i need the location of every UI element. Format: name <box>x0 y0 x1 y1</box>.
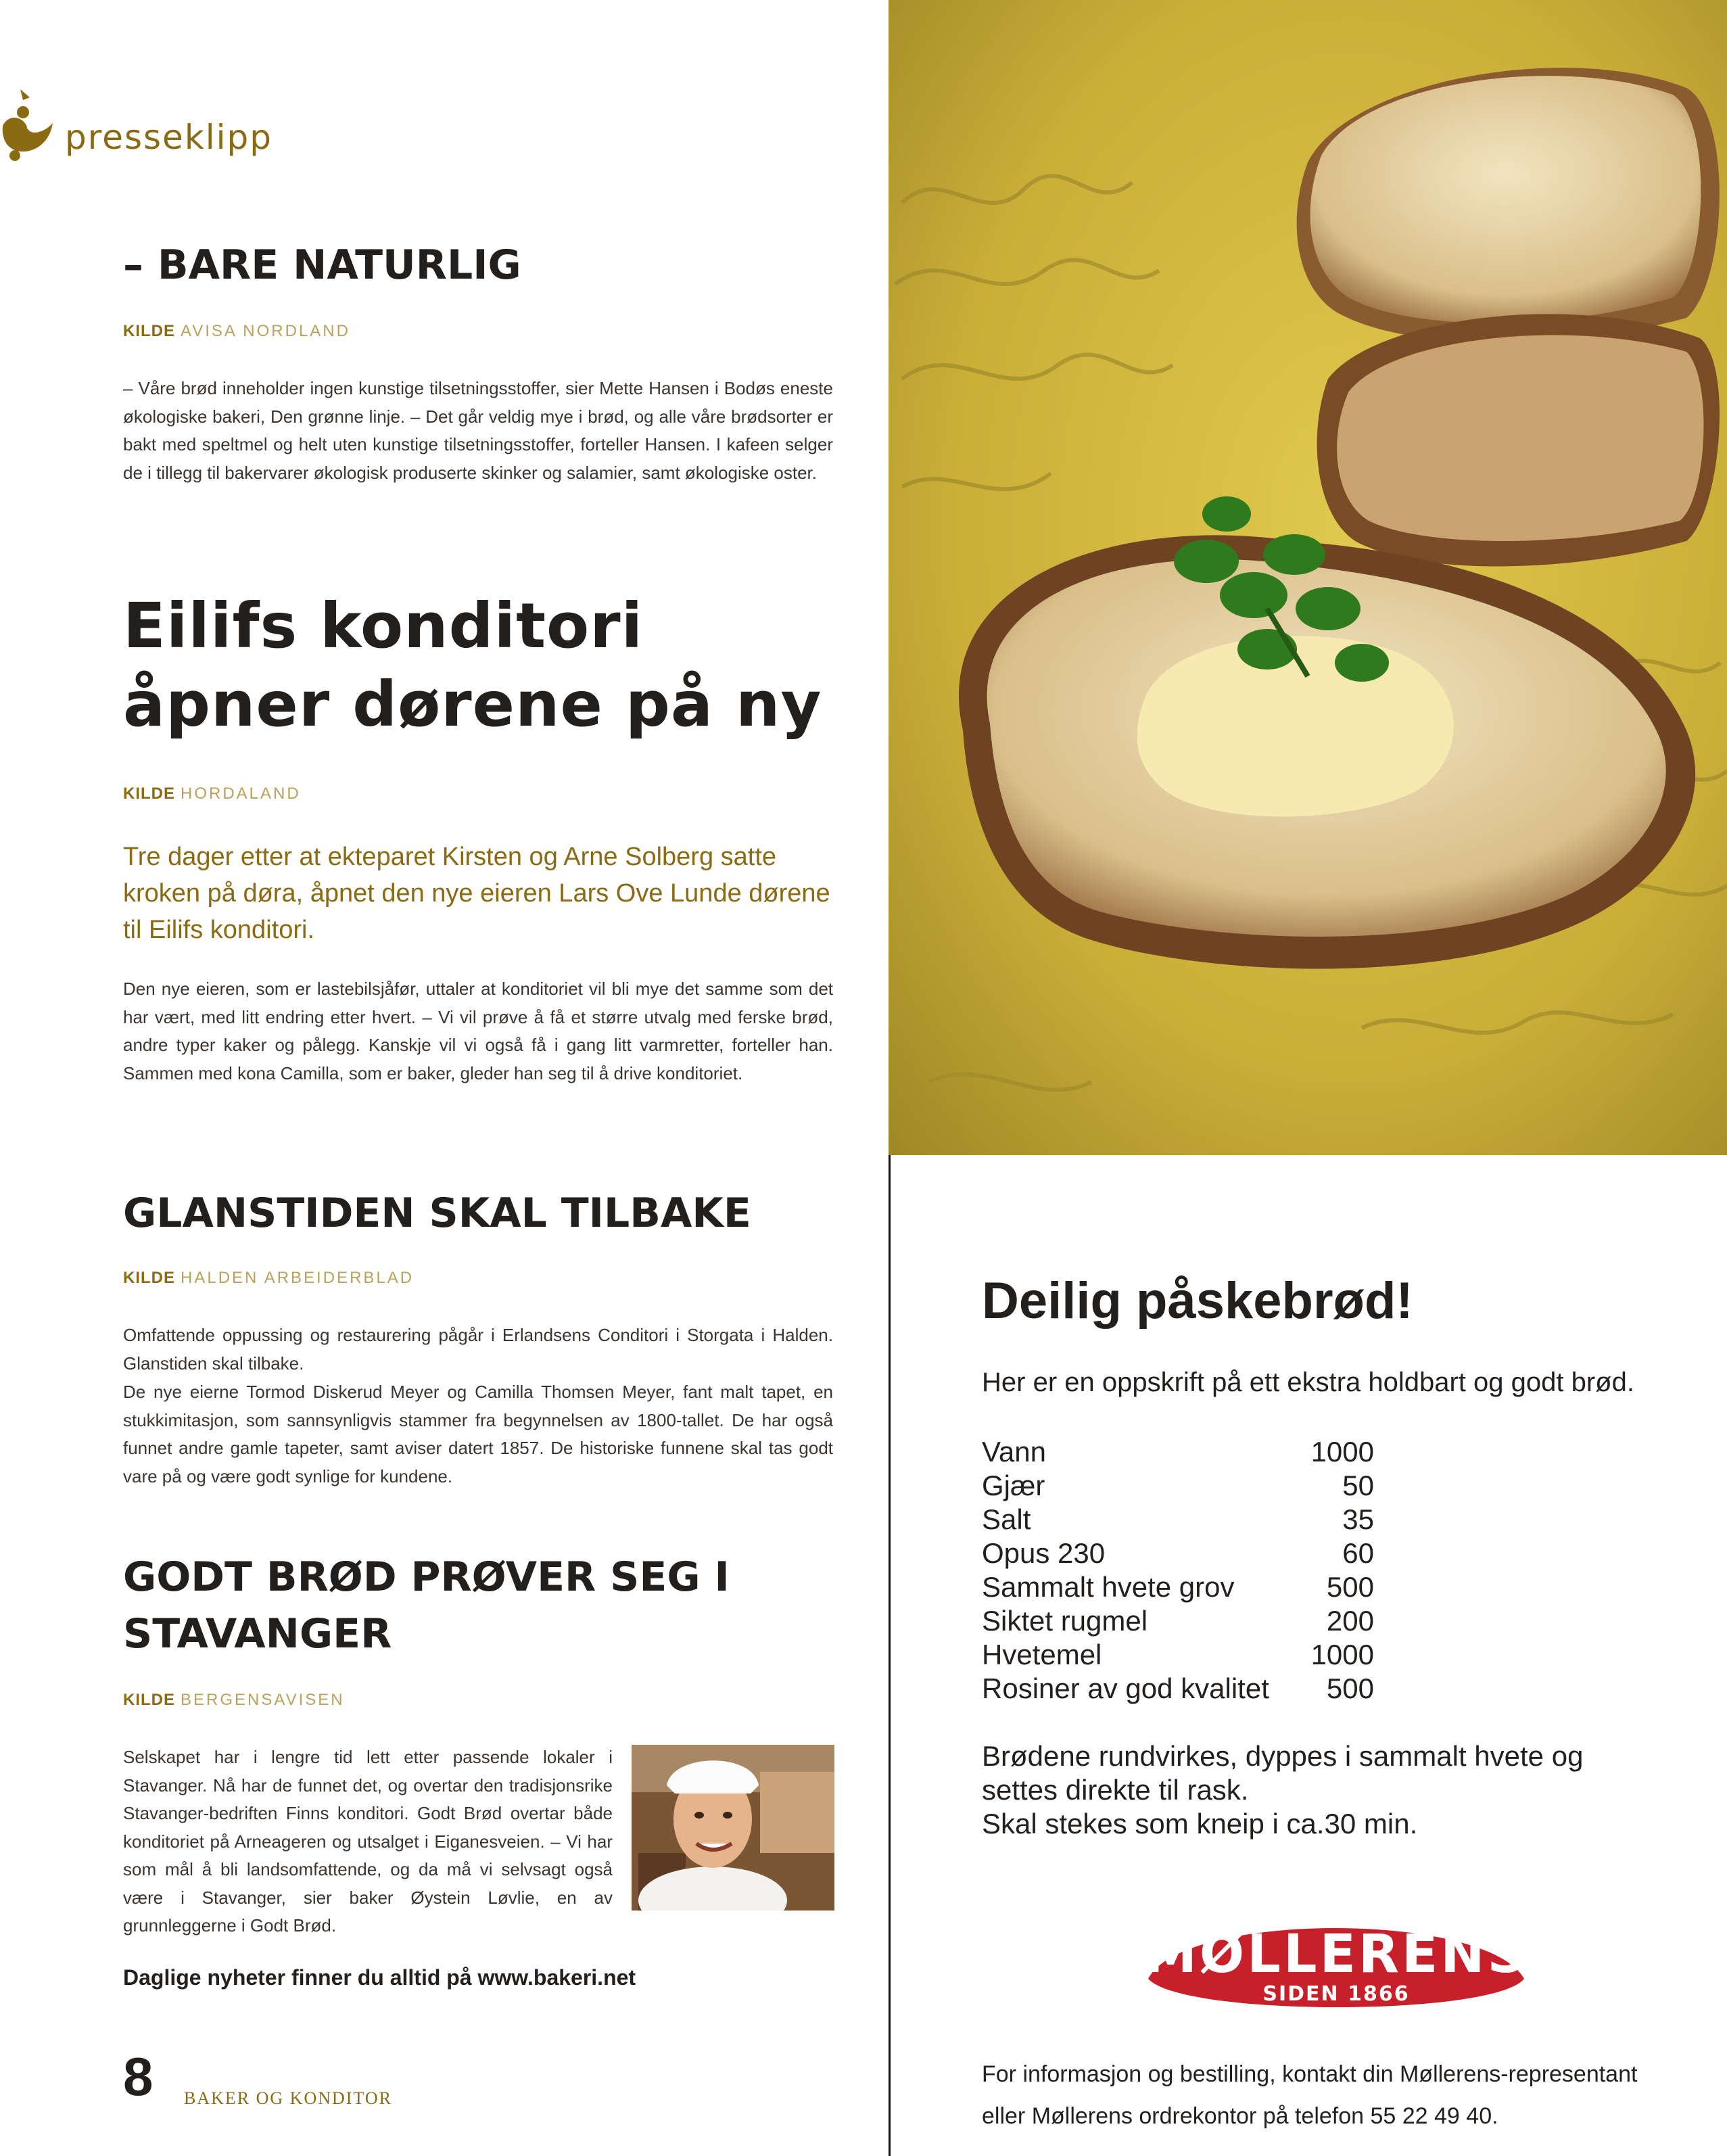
article-3-title: GLANSTIDEN SKAL TILBAKE <box>123 1190 751 1237</box>
section-brand <box>0 81 352 176</box>
article-2-body: Den nye eieren, som er lastebilsjåfør, uttaler at konditoriet vil bli mye det samme som det har vært, med litt endring etter hvert. – Vi vil prøve å få et større utvalg med ferske brød, andre typer kaker og pålegg. Kanskje vil vi også få i gang litt varmretter, forteller han. Sammen med kona Camilla, som er baker, gleder han seg til å drive konditoriet. <box>123 979 833 1083</box>
recipe-step-1: Brødene rundvirkes, dyppes i sammalt hvete og <box>982 1740 1584 1772</box>
article-1-source <box>123 322 350 341</box>
ingredient-amount: 500 <box>1326 1672 1374 1704</box>
article-3-body-1: Omfattende oppussing og restaurering pågår i Erlandsens Conditori i Storgata i Halden. Glanstiden skal tilbake. <box>123 1325 833 1374</box>
kilde-label: KILDE <box>123 1691 175 1709</box>
article-3-body-2: De nye eierne Tormod Diskerud Meyer og Camilla Thomsen Meyer, fant malt tapet, en stukkimitasjon, som sannsynligvis stammer fra begynnelsen av 1800-tallet. De har også funnet andre gamle tapeter, samt aviser datert 1857. De historiske funnene skal tas godt vare på og være godt synlige for kundene. <box>123 1382 833 1486</box>
hero-bread-photo <box>889 0 1727 1155</box>
kilde-label: KILDE <box>123 322 175 340</box>
kilde-label: KILDE <box>123 784 175 803</box>
ingredient-name: Salt <box>982 1503 1031 1535</box>
kilde-label: KILDE <box>123 1269 175 1287</box>
footer-link-text[interactable]: Daglige nyheter finner du alltid på www.bakeri.net <box>123 1965 636 1990</box>
ingredient-name: Sammalt hvete grov <box>982 1571 1235 1603</box>
ingredient-amount: 1000 <box>1310 1639 1374 1670</box>
ingredient-amount: 200 <box>1326 1605 1374 1637</box>
ingredient-name: Rosiner av god kvalitet <box>982 1672 1269 1704</box>
article-2-lede: Tre dager etter at ekteparet Kirsten og Arne Solberg satte kroken på døra, åpnet den nye eieren Lars Ove Lunde dørene til Eilifs konditori. <box>123 843 830 944</box>
article-1-title: – BARE NATURLIG <box>123 241 521 289</box>
ingredient-amount: 50 <box>1342 1470 1374 1501</box>
kilde-source: HORDALAND <box>181 784 301 803</box>
contact-line-1: For informasjon og bestilling, kontakt din Møllerens-representant <box>982 2061 1638 2087</box>
list-item <box>982 1435 1374 1469</box>
article-4-source <box>123 1691 345 1710</box>
baker-photo <box>632 1745 834 1911</box>
article-4-title-line2: STAVANGER <box>123 1610 392 1658</box>
article-2-title-line2: åpner dørene på ny <box>123 668 822 741</box>
list-item <box>982 1469 1374 1503</box>
recipe-steps <box>982 1739 1658 1841</box>
kilde-source: HALDEN ARBEIDERBLAD <box>181 1269 415 1287</box>
ingredient-name: Hvetemel <box>982 1639 1102 1670</box>
list-item <box>982 1570 1374 1604</box>
list-item <box>982 1537 1374 1570</box>
recipe-step-2: settes direkte til rask. <box>982 1774 1249 1806</box>
recipe-step-3: Skal stekes som kneip i ca.30 min. <box>982 1808 1418 1839</box>
brand-text: presseklipp <box>65 118 273 157</box>
logo-tagline: SIDEN 1866 <box>1262 1982 1410 2006</box>
article-2-title-line1: Eilifs konditori <box>123 590 644 662</box>
logo-name: MØLLERENS <box>1144 1924 1528 1985</box>
ingredient-amount: 1000 <box>1310 1436 1374 1468</box>
list-item <box>982 1638 1374 1672</box>
ingredient-name: Opus 230 <box>982 1537 1106 1569</box>
kilde-source: AVISA NORDLAND <box>181 322 350 340</box>
bird-icon <box>0 85 55 165</box>
article-1-body: – Våre brød inneholder ingen kunstige tilsetningsstoffer, sier Mette Hansen i Bodøs eneste økologiske bakeri, Den grønne linje. – Det går veldig mye i brød, og alle våre brødsorter er bakt med speltmel og helt uten kunstige tilsetningsstoffer, forteller Hansen. I kafeen selger de i tillegg til bakervarer økologisk produserte skinker og salamier, samt økologiske oster. <box>123 378 833 483</box>
list-item <box>982 1503 1374 1537</box>
page-number: 8 <box>123 2046 153 2107</box>
kilde-source: BERGENSAVISEN <box>181 1691 345 1709</box>
list-item <box>982 1604 1374 1638</box>
ingredient-name: Vann <box>982 1436 1046 1468</box>
article-4-body: Selskapet har i lengre tid lett etter passende lokaler i Stavanger. Nå har de funnet det, og overtar den tradisjonsrike Stavanger-bedriften Finns konditori. Godt Brød overtar både konditoriet på Arneageren og utsalget i Eiganesveien. – Vi har som mål å bli landsomfattende, og da må vi selvsagt også være i Stavanger, sier baker Øystein Løvlie, en av grunnleggerne i Godt Brød. <box>123 1747 613 1936</box>
article-4-title-line1: GODT BRØD PRØVER SEG I <box>123 1553 730 1601</box>
recipe-intro: Her er en oppskrift på ett ekstra holdbart og godt brød. <box>982 1367 1634 1397</box>
contact-info <box>982 2053 1637 2137</box>
baker-illustration <box>632 1745 834 1911</box>
ingredient-list <box>982 1435 1374 1706</box>
ingredient-name: Siktet rugmel <box>982 1605 1148 1637</box>
ingredient-amount: 500 <box>1326 1571 1374 1603</box>
bread-illustration <box>889 0 1727 1155</box>
contact-line-2: eller Møllerens ordrekontor på telefon 55 22 49 40. <box>982 2103 1498 2129</box>
ingredient-name: Gjær <box>982 1470 1045 1501</box>
list-item <box>982 1672 1374 1706</box>
ingredient-amount: 60 <box>1342 1537 1374 1569</box>
magazine-name: BAKER OG KONDITOR <box>184 2088 392 2108</box>
recipe-title: Deilig påskebrød! <box>982 1272 1413 1330</box>
article-3-source <box>123 1269 414 1288</box>
mollerens-logo <box>1141 1898 1531 2019</box>
logo-graphic <box>1141 1898 1531 2019</box>
ingredient-amount: 35 <box>1342 1503 1374 1535</box>
article-2-source <box>123 784 301 803</box>
